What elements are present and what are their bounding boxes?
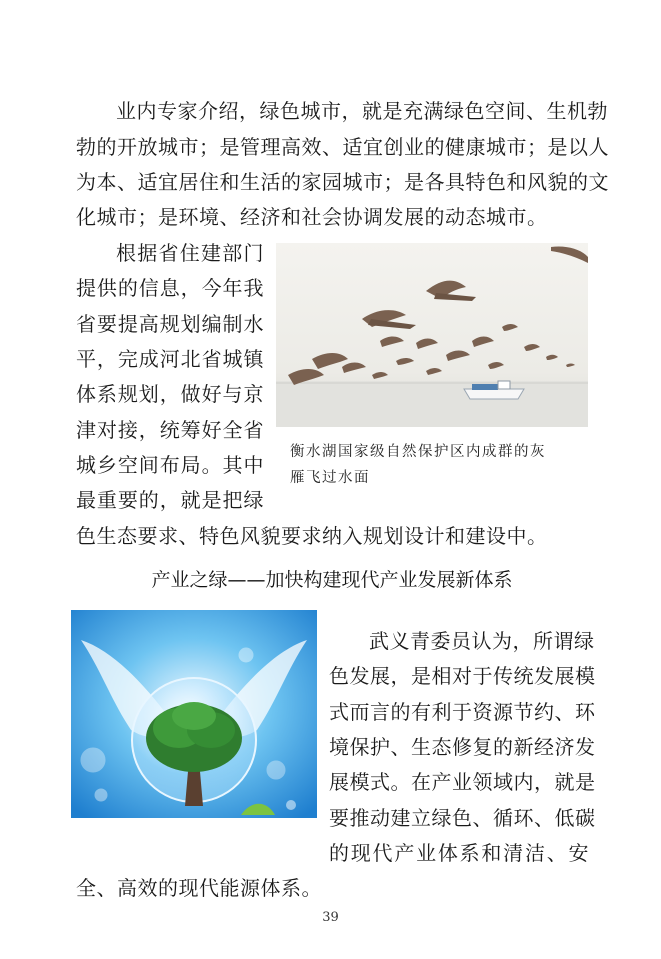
page-number: 39	[322, 910, 339, 925]
photo-caption-line: 衡水湖国家级自然保护区内成群的灰	[290, 444, 546, 460]
paragraph-3-line: 展模式。在产业领域内，就是	[329, 770, 596, 794]
paragraph-2-line: 平，完成河北省城镇	[76, 347, 264, 371]
paragraph-2-line: 提供的信息，今年我	[76, 276, 264, 300]
tree-in-bubble-image	[71, 610, 317, 818]
paragraph-2-line: 色生态要求、特色风貌要求纳入规划设计和建设中。	[76, 524, 548, 548]
paragraph-1-line: 业内专家介绍，绿色城市，就是充满绿色空间、生机勃	[116, 99, 608, 123]
paragraph-3-line: 色发展，是相对于传统发展模	[329, 664, 596, 688]
paragraph-3-line: 武义青委员认为，所谓绿	[369, 629, 595, 653]
paragraph-2-line: 省要提高规划编制水	[76, 312, 264, 336]
geese-photo	[276, 243, 588, 427]
tree-illustration	[71, 610, 317, 818]
geese-illustration	[276, 243, 588, 427]
paragraph-3-line: 境保护、生态修复的新经济发	[329, 735, 596, 759]
photo-caption-line: 雁飞过水面	[290, 470, 370, 486]
paragraph-1-line: 为本、适宜居住和生活的家园城市；是各具特色和风貌的文	[76, 170, 609, 194]
paragraph-2-line: 根据省住建部门	[116, 241, 264, 265]
paragraph-2-line: 最重要的，就是把绿	[76, 488, 264, 512]
paragraph-3-line: 式而言的有利于资源节约、环	[329, 700, 596, 724]
paragraph-3-line: 全、高效的现代能源体系。	[76, 876, 322, 900]
paragraph-2-line: 体系规划，做好与京	[76, 382, 264, 406]
paragraph-1-line: 化城市；是环境、经济和社会协调发展的动态城市。	[76, 205, 548, 229]
paragraph-2-line: 津对接，统筹好全省	[76, 418, 264, 442]
paragraph-2-line: 城乡空间布局。其中	[76, 453, 264, 477]
paragraph-3-line: 要推动建立绿色、循环、低碳	[329, 806, 596, 830]
paragraph-3-line: 的现代产业体系和清洁、安	[329, 841, 589, 865]
paragraph-1-line: 勃的开放城市；是管理高效、适宜创业的健康城市；是以人	[76, 135, 609, 159]
section-heading: 产业之绿——加快构建现代产业发展新体系	[151, 569, 513, 591]
